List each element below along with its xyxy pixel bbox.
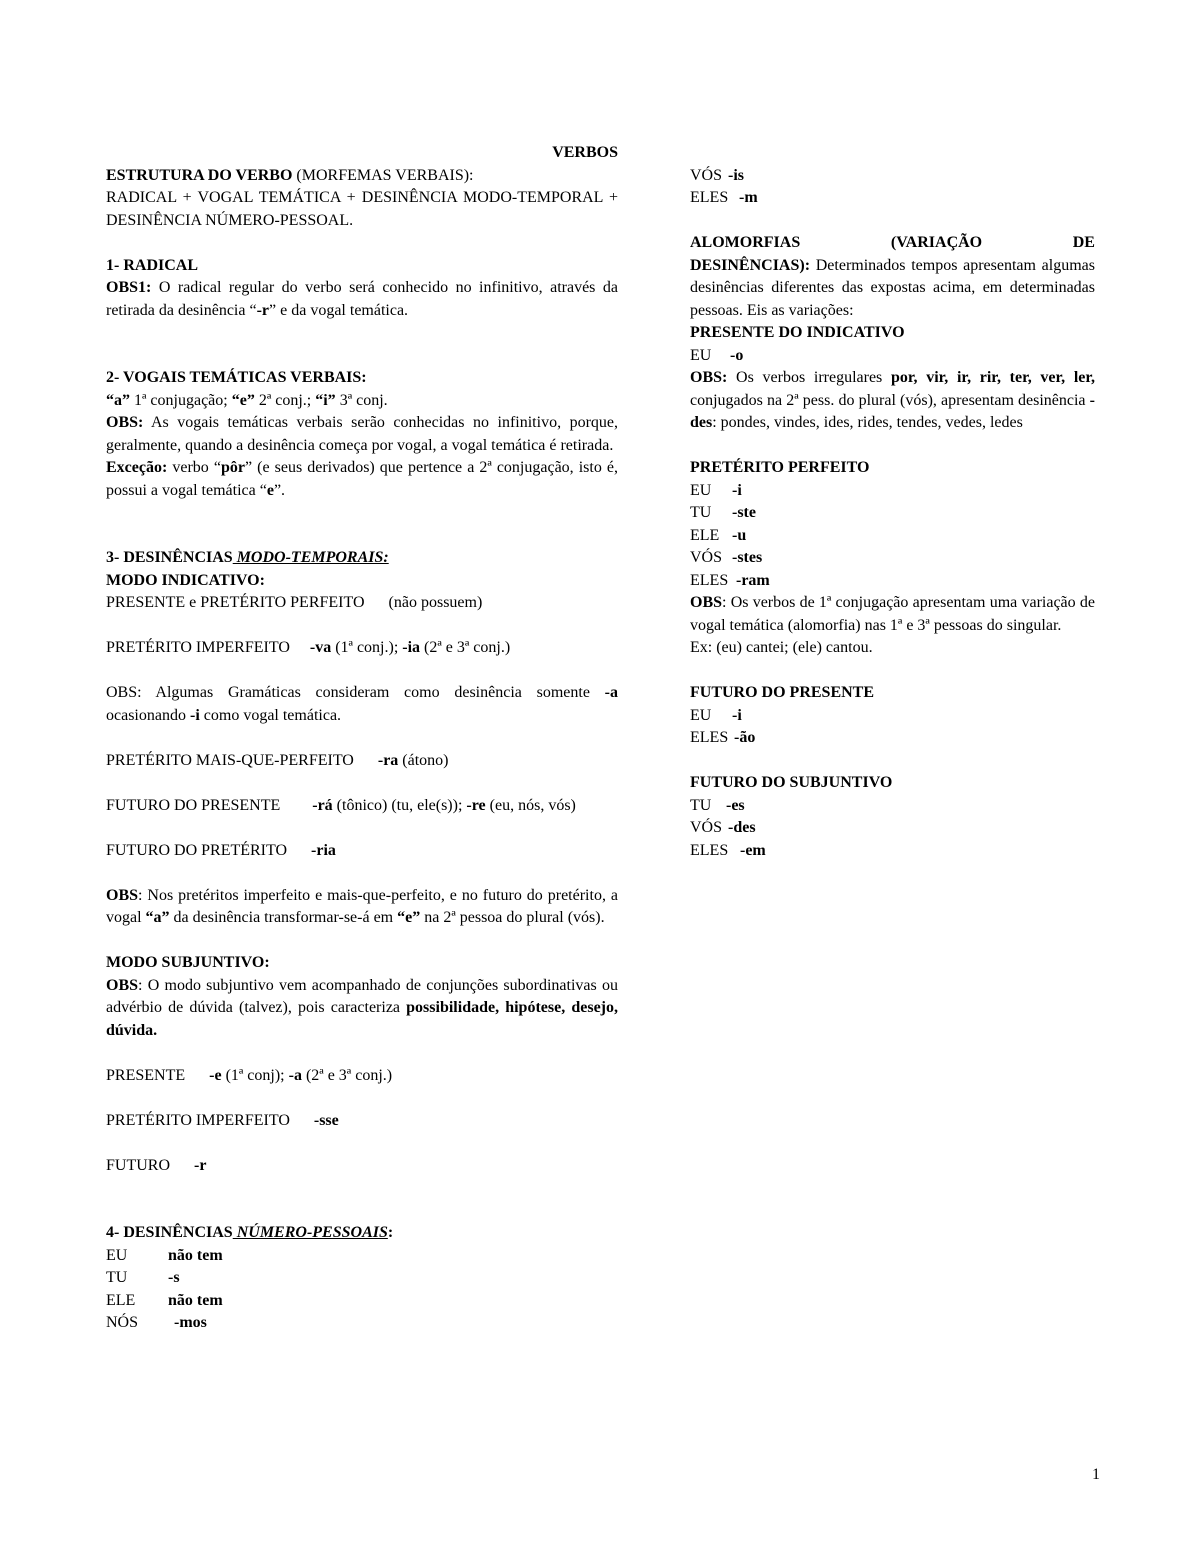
preteritos-obs-t1: : Nos pretéritos imperfeito e mais-que-perfeito, e no futuro do pretérito, a vogal (106, 886, 618, 926)
list-item (106, 1312, 618, 1335)
pessoa: EU (690, 706, 712, 724)
preteritos-obs-label: OBS (106, 886, 139, 904)
pessoa: EU (106, 1246, 128, 1264)
modo-subjuntivo-heading: MODO SUBJUNTIVO: (106, 954, 270, 971)
subj-pres-line (106, 1065, 618, 1088)
imperf-t2: (2ª e 3ª conj.) (420, 639, 511, 656)
pessoa: VÓS (690, 819, 723, 836)
pessoa: TU (690, 796, 712, 814)
list-item (690, 795, 1095, 818)
subj-fut-line (106, 1155, 618, 1178)
desinencia: -ste (732, 504, 756, 521)
pres-perf-label: PRESENTE e PRETÉRITO PERFEITO (106, 594, 365, 611)
futpret-line (106, 840, 618, 863)
futpres-t1: (tônico) (tu, ele(s)); (332, 796, 467, 814)
imperf-line (106, 637, 618, 660)
subj-pres-label: PRESENTE (106, 1066, 186, 1084)
subjuntivo-obs (106, 975, 618, 1043)
vogal-i: “i” (315, 391, 336, 409)
left-column (106, 142, 618, 1335)
estrutura-heading: ESTRUTURA DO VERBO (106, 166, 293, 184)
pres-perf-line (106, 592, 618, 615)
alomorfias-w2: (VARIAÇÃO (890, 234, 983, 251)
pessoa: VÓS (690, 166, 723, 184)
radical-obs-text-end: ” e da vogal temática. (269, 301, 409, 319)
subj-pres-b2: -a (288, 1066, 302, 1084)
imperf-b1: -va (309, 639, 332, 656)
pp-obs-t1: : Os verbos de 1ª conjugação apresentam uma variação de vogal temática (alomorfia) nas 1ª e 3ª pessoas do singular. (690, 594, 1095, 634)
vogal-e-text: 2ª conj.; (254, 391, 316, 409)
vogal-a-text: 1ª conjugação; (130, 391, 232, 409)
indicativo-obs-t1: OBS: Algumas Gramáticas consideram como desinência somente (106, 684, 605, 701)
pi-obs-b2: -des (690, 391, 1095, 431)
pessoa: ELES (690, 729, 729, 746)
radical-obs-text: O radical regular do verbo será conhecido no infinitivo, através da retirada da desinência “ (106, 279, 618, 319)
subjuntivo-obs-t1: : O modo subjuntivo vem acompanhado de conjunções subordinativas ou advérbio de dúvida (talvez), pois caracteriza (106, 976, 618, 1016)
preteritos-obs-t2: da desinência transformar-se-á em (169, 909, 398, 926)
preterito-perfeito-ex: Ex: (eu) cantei; (ele) cantou. (690, 639, 873, 656)
desinencia: -em (740, 841, 766, 859)
preterito-perfeito-heading: PRETÉRITO PERFEITO (690, 459, 870, 476)
desinencia: -es (726, 796, 745, 814)
indicativo-obs (106, 682, 618, 727)
alomorfias-heading (690, 232, 1095, 255)
radical-obs (106, 277, 618, 322)
pessoa: TU (690, 504, 712, 521)
excecao-text-3: ”. (273, 481, 286, 499)
list-item (690, 502, 1095, 525)
estrutura-heading-line (106, 165, 618, 188)
imperf-b2: -ia (402, 639, 421, 656)
list-item (690, 570, 1095, 593)
excecao-text: verbo “ (167, 459, 221, 476)
desinencia: -u (732, 526, 747, 544)
preteritos-obs (106, 885, 618, 930)
excecao-label: Exceção: (106, 459, 168, 476)
futuro-subjuntivo-heading: FUTURO DO SUBJUNTIVO (690, 774, 893, 791)
excecao-bold-por: pôr (220, 459, 245, 476)
subj-pres-b1: -e (209, 1066, 222, 1084)
desinencia: não tem (168, 1291, 223, 1309)
subj-fut-b: -r (194, 1156, 207, 1174)
estrutura-paren: (MORFEMAS VERBAIS): (292, 166, 474, 184)
subj-fut-label: FUTURO (106, 1156, 171, 1174)
indicativo-obs-b2: -i (189, 706, 200, 724)
page-title: VERBOS (552, 144, 618, 161)
pessoa: TU (106, 1269, 128, 1286)
preteritos-obs-b1: “a” (145, 909, 170, 926)
page-number: 1 (1092, 1466, 1100, 1483)
desinencia: -ram (736, 571, 770, 589)
modo-temporais-heading-b: MODO-TEMPORAIS: (232, 549, 389, 566)
subj-imperf-label: PRETÉRITO IMPERFEITO (106, 1111, 290, 1129)
list-item (690, 840, 1095, 863)
vogais-obs (106, 412, 618, 457)
presente-indicativo-obs (690, 367, 1095, 435)
preteritos-obs-b2: “e” (397, 909, 421, 926)
futpres-t2: (eu, nós, vós) (485, 796, 576, 814)
list-item (690, 547, 1095, 570)
imperf-label: PRETÉRITO IMPERFEITO (106, 639, 290, 656)
estrutura-body: RADICAL + VOGAL TEMÁTICA + DESINÊNCIA MODO-TEMPORAL + DESINÊNCIA NÚMERO-PESSOAL. (106, 189, 618, 229)
vogais-obs-text: As vogais temáticas verbais serão conhecidas no infinitivo, porque, geralmente, quando a desinência começa por vogal, a vogal temática é retirada. (106, 414, 618, 454)
preteritos-obs-t3: na 2ª pessoa do plural (vós). (420, 909, 605, 926)
maisque-label: PRETÉRITO MAIS-QUE-PERFEITO (106, 751, 354, 769)
pi-obs-b1: por, vir, ir, rir, ter, ver, ler, (890, 369, 1096, 386)
futuro-presente-heading: FUTURO DO PRESENTE (690, 684, 875, 701)
desinencia: -i (732, 706, 742, 724)
excecao-text-2: ” (e seus derivados) que pertence a 2ª conjugação, isto é, possui a vogal temática “ (106, 459, 619, 499)
vogais-obs-label: OBS: (106, 414, 144, 431)
pessoa: EU (690, 346, 712, 364)
pi-obs-t1: Os verbos irregulares (727, 369, 891, 386)
numero-pessoais-heading-b: NÚMERO-PESSOAIS (232, 1224, 388, 1241)
subj-imperf-line (106, 1110, 618, 1133)
maisque-b: -ra (377, 751, 399, 769)
right-column (690, 165, 1095, 863)
pessoa: VÓS (690, 549, 723, 566)
futpres-line (106, 795, 618, 818)
pessoa: ELE (690, 526, 720, 544)
numero-pessoais-heading-a: 4- DESINÊNCIAS (106, 1224, 233, 1241)
modo-temporais-heading-a: 3- DESINÊNCIAS (106, 549, 233, 566)
desinencia: -m (739, 189, 758, 206)
numero-pessoais-heading-c: : (387, 1224, 394, 1241)
futpres-label: FUTURO DO PRESENTE (106, 796, 281, 814)
pessoa: EU (690, 481, 712, 499)
subj-pres-t1: (1ª conj); (221, 1066, 289, 1084)
radical-obs-label: OBS1: (106, 279, 152, 296)
alomorfias-w3: DE (1072, 234, 1095, 251)
pessoa: ELES (690, 841, 729, 859)
desinencia: -o (730, 346, 744, 364)
futpret-label: FUTURO DO PRETÉRITO (106, 841, 288, 859)
pi-obs-t3: : pondes, vindes, ides, rides, tendes, vedes, ledes (712, 414, 1023, 431)
desinencia: -ão (734, 729, 756, 746)
list-item (690, 727, 1095, 750)
subj-imperf-b: -sse (313, 1111, 339, 1129)
list-item (690, 480, 1095, 503)
modo-indicativo-heading: MODO INDICATIVO: (106, 571, 265, 589)
futpres-b2: -re (466, 796, 486, 814)
list-item (106, 1290, 618, 1313)
pessoa: ELES (690, 189, 729, 206)
futpres-b1: -rá (312, 796, 333, 814)
list-item (690, 525, 1095, 548)
pi-obs-t2: conjugados na 2ª pess. do plural (vós), apresentam desinência (690, 391, 1090, 409)
pres-perf-value: (não possuem) (388, 594, 483, 611)
indicativo-obs-b1: -a (604, 684, 618, 701)
list-item (690, 165, 1095, 188)
vogais-excecao (106, 457, 618, 502)
subjuntivo-obs-label: OBS (106, 976, 139, 994)
desinencia: -des (728, 819, 756, 836)
vogal-i-text: 3ª conj. (335, 391, 388, 409)
indicativo-obs-t3: como vogal temática. (199, 706, 342, 724)
imperf-t1: (1ª conj.); (331, 639, 403, 656)
alomorfias-text: Determinados tempos apresentam algumas desinências diferentes das expostas acima, em determinadas pessoas. Eis as variações: (690, 256, 1095, 319)
futpret-b: -ria (311, 841, 336, 859)
presente-indicativo-heading: PRESENTE DO INDICATIVO (690, 324, 905, 341)
alomorfias-w1: ALOMORFIAS (690, 234, 801, 251)
list-item (106, 1267, 618, 1290)
pi-obs-label: OBS: (690, 369, 728, 386)
modo-temporais-heading (106, 547, 618, 570)
list-item (106, 1245, 618, 1268)
list-item (690, 187, 1095, 210)
indicativo-obs-t2: ocasionando (106, 706, 190, 724)
vogais-list (106, 390, 618, 413)
subj-pres-t2: (2ª e 3ª conj.) (301, 1066, 393, 1084)
maisque-line (106, 750, 618, 773)
desinencia: não tem (168, 1246, 223, 1264)
radical-heading: 1- RADICAL (106, 256, 198, 274)
pessoa: NÓS (106, 1314, 139, 1331)
numero-pessoais-heading (106, 1222, 618, 1245)
radical-obs-bold: -r (256, 301, 270, 319)
desinencia: -s (168, 1269, 180, 1286)
desinencia: -i (732, 481, 742, 499)
alomorfias-body (690, 255, 1095, 323)
desinencia: -mos (174, 1314, 207, 1331)
list-item (690, 705, 1095, 728)
alomorfias-bold: DESINÊNCIAS): (690, 256, 811, 274)
desinencia: -stes (732, 549, 763, 566)
subjuntivo-obs-b: possibilidade, hipótese, desejo, dúvida. (106, 999, 618, 1039)
list-item (690, 345, 1095, 368)
pessoa: ELE (106, 1291, 136, 1309)
excecao-bold-e: e (266, 481, 274, 499)
vogais-heading: 2- VOGAIS TEMÁTICAS VERBAIS: (106, 369, 367, 386)
pessoa: ELES (690, 571, 729, 589)
pp-obs-label: OBS (690, 594, 723, 611)
vogal-a: “a” (106, 391, 130, 409)
list-item (690, 817, 1095, 840)
vogal-e: “e” (231, 391, 255, 409)
desinencia: -is (728, 166, 744, 184)
maisque-t: (átono) (398, 751, 449, 769)
preterito-perfeito-obs (690, 592, 1095, 637)
